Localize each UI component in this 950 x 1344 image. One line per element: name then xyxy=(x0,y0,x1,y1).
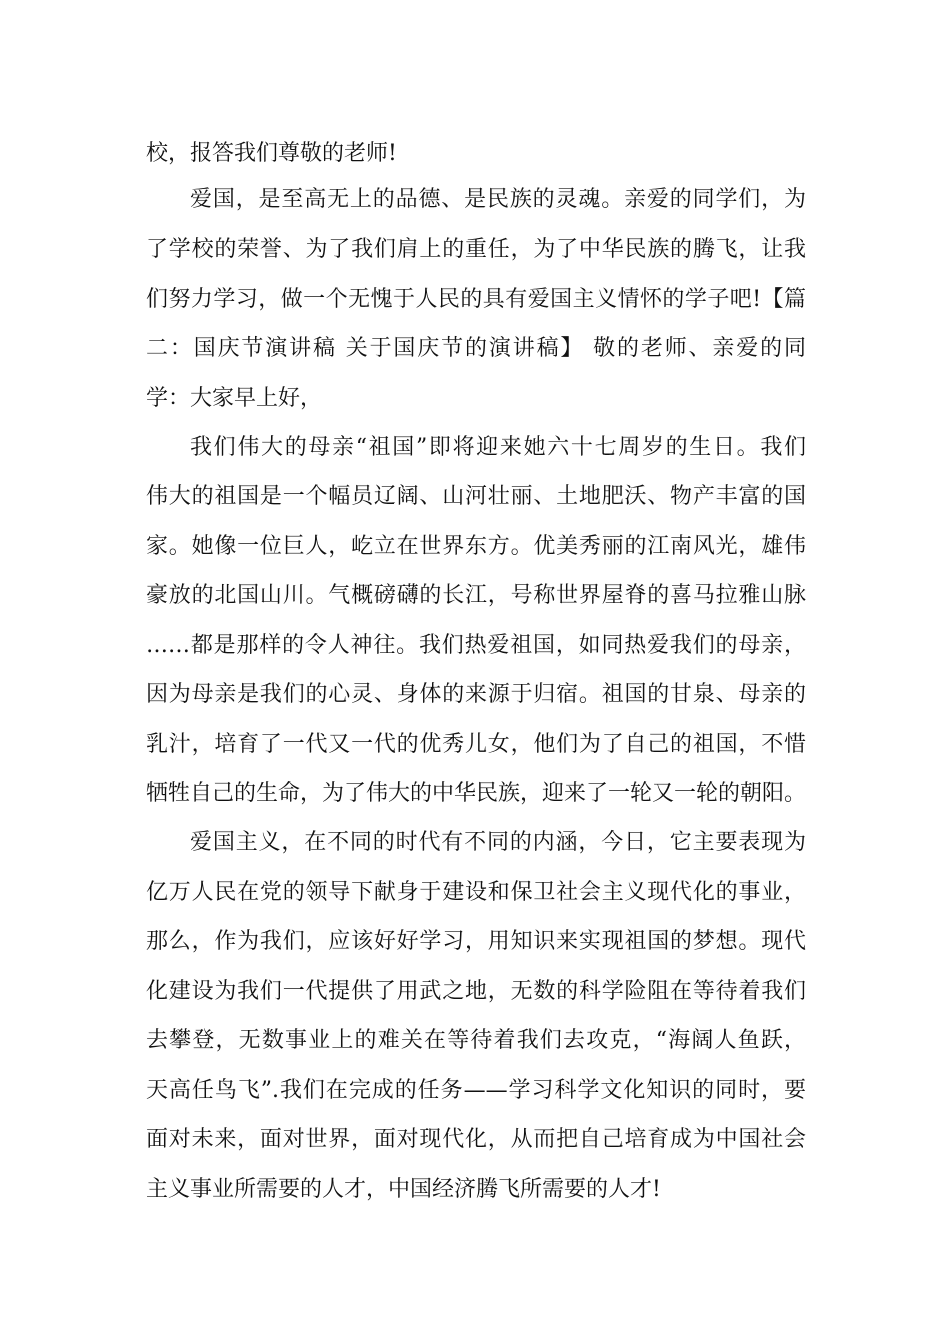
text-line-16: 亿万人民在党的领导下献身于建设和保卫社会主义现代化的事业， xyxy=(146,880,806,905)
text-line-19: 去攀登，无数事业上的难关在等待着我们去攻克，“海阔人鱼跃， xyxy=(146,1028,806,1053)
text-line-20: 天高任鸟飞”.我们在完成的任务——学习科学文化知识的同时，要 xyxy=(146,1078,806,1103)
text-line-21: 面对未来，面对世界，面对现代化，从而把自己培育成为中国社会 xyxy=(146,1127,806,1152)
text-line-1: 校，报答我们尊敬的老师! xyxy=(146,141,397,166)
text-line-9: 家。她像一位巨人，屹立在世界东方。优美秀丽的江南风光，雄伟 xyxy=(146,534,806,559)
text-line-2: 爱国，是至高无上的品德、是民族的灵魂。亲爱的同学们，为 xyxy=(190,187,806,212)
text-line-7: 我们伟大的母亲“祖国”即将迎来她六十七周岁的生日。我们 xyxy=(190,435,806,460)
text-line-6: 学：大家早上好， xyxy=(146,386,323,411)
text-line-3: 了学校的荣誉、为了我们肩上的重任，为了中华民族的腾飞，让我 xyxy=(146,237,806,262)
text-line-18: 化建设为我们一代提供了用武之地，无数的科学险阻在等待着我们 xyxy=(146,979,806,1004)
text-line-14: 牺牲自己的生命，为了伟大的中华民族，迎来了一轮又一轮的朝阳。 xyxy=(146,781,806,806)
text-line-15: 爱国主义，在不同的时代有不同的内涵，今日，它主要表现为 xyxy=(190,830,806,855)
text-line-13: 乳汁，培育了一代又一代的优秀儿女，他们为了自己的祖国，不惜 xyxy=(146,732,806,757)
text-line-10: 豪放的北国山川。气概磅礴的长江，号称世界屋脊的喜马拉雅山脉 xyxy=(146,583,806,608)
text-line-17: 那么，作为我们，应该好好学习，用知识来实现祖国的梦想。现代 xyxy=(146,929,806,954)
text-line-4: 们努力学习，做一个无愧于人民的具有爱国主义情怀的学子吧!【篇 xyxy=(146,287,806,312)
text-line-8: 伟大的祖国是一个幅员辽阔、山河壮丽、土地肥沃、物产丰富的国 xyxy=(146,484,806,509)
text-line-11: ……都是那样的令人神往。我们热爱祖国，如同热爱我们的母亲， xyxy=(146,633,806,658)
text-line-5: 二：国庆节演讲稿 关于国庆节的演讲稿】 敬的老师、亲爱的同 xyxy=(146,336,806,361)
text-line-12: 因为母亲是我们的心灵、身体的来源于归宿。祖国的甘泉、母亲的 xyxy=(146,682,806,707)
text-line-22: 主义事业所需要的人才，中国经济腾飞所需要的人才! xyxy=(146,1177,661,1202)
